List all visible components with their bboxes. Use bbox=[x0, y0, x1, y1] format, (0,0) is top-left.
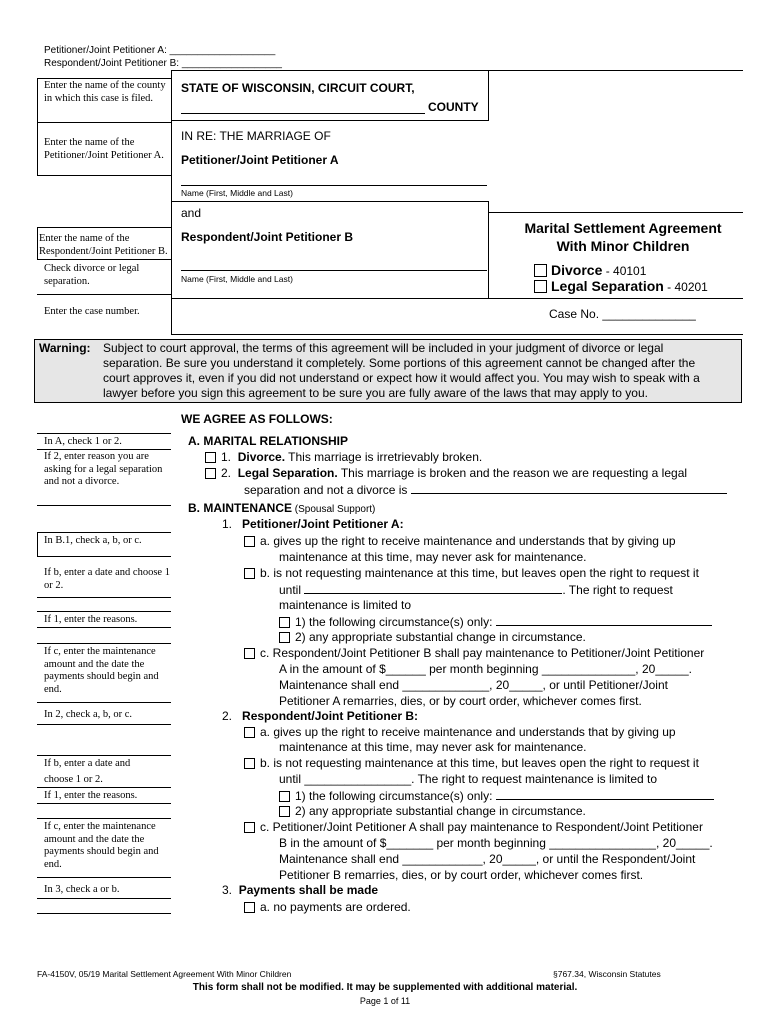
divider bbox=[37, 532, 38, 556]
b2b-checkbox[interactable] bbox=[244, 758, 255, 769]
section-a-text: A. MARITAL RELATIONSHIP bbox=[188, 434, 348, 448]
sidebar-reasons-note2: If 1, enter the reasons. bbox=[44, 790, 138, 801]
b2c-text3[interactable]: Maintenance shall end ____________, 20_____, or until the Respondent/Joint bbox=[279, 852, 696, 866]
case-number-field[interactable]: Case No. ______________ bbox=[549, 307, 696, 321]
divider bbox=[37, 597, 171, 598]
b2-num: 2. bbox=[222, 709, 233, 723]
divider bbox=[37, 294, 171, 295]
divider bbox=[37, 505, 171, 506]
b2a-text: a. gives up the right to receive maintenance and understands that by giving up bbox=[260, 725, 676, 739]
b1b-1-checkbox[interactable] bbox=[279, 617, 290, 628]
divider bbox=[37, 913, 171, 914]
b2-heading bbox=[222, 709, 418, 723]
divider bbox=[37, 877, 171, 878]
a1-num: 1. bbox=[221, 450, 232, 464]
footer-form-id: FA-4150V, 05/19 Marital Settlement Agreement With Minor Children bbox=[37, 969, 292, 979]
divider bbox=[37, 755, 171, 756]
form-title-line2: With Minor Children bbox=[556, 238, 690, 254]
a1-checkbox[interactable] bbox=[205, 452, 216, 463]
divider bbox=[37, 122, 171, 123]
a2-num: 2. bbox=[221, 466, 232, 480]
divider bbox=[37, 227, 171, 228]
sidebar-choose-note2: choose 1 or 2. bbox=[44, 774, 103, 785]
b3a-text: a. no payments are ordered. bbox=[260, 900, 411, 914]
b2b-1-option[interactable] bbox=[279, 788, 714, 803]
b1b-until: until bbox=[279, 583, 302, 597]
county-label: COUNTY bbox=[428, 100, 479, 114]
respondent-name-caption: Name (First, Middle and Last) bbox=[181, 274, 293, 284]
divider bbox=[37, 227, 38, 259]
sidebar-case-note: Enter the case number. bbox=[44, 306, 140, 317]
b1b-checkbox[interactable] bbox=[244, 568, 255, 579]
b1c-text: c. Respondent/Joint Petitioner B shall pay maintenance to Petitioner/Joint Petitioner bbox=[260, 646, 705, 660]
county-input-line[interactable] bbox=[181, 113, 425, 114]
divider bbox=[37, 803, 171, 804]
warning-text-line4: lawyer before you sign this agreement to be sure you are fully aware of the laws that may apply to you. bbox=[103, 386, 648, 400]
footer-notice: This form shall not be modified. It may be supplemented with additional material. bbox=[192, 982, 578, 993]
divider bbox=[37, 449, 171, 450]
divider bbox=[37, 627, 171, 628]
sidebar-border bbox=[37, 78, 38, 175]
b2b-2-text: 2) any appropriate substantial change in circumstance. bbox=[295, 804, 586, 818]
b1-heading bbox=[222, 517, 404, 531]
b2b-1-text: 1) the following circumstance(s) only: bbox=[295, 789, 493, 803]
sidebar-b-date-note: If b, enter a date and choose 1 or 2. bbox=[44, 567, 170, 591]
footer-statute: §767.34, Wisconsin Statutes bbox=[553, 969, 661, 979]
b2a-checkbox[interactable] bbox=[244, 727, 255, 738]
b2b-2-option[interactable] bbox=[279, 804, 586, 818]
b2b-text: b. is not requesting maintenance at this time, but leaves open the right to request it bbox=[260, 756, 699, 770]
legal-separation-checkbox[interactable] bbox=[534, 280, 547, 293]
a2-option[interactable] bbox=[205, 466, 687, 480]
warning-text-line3: court approves it, even if you did not understand or expect how it would affect you. You may wish to speak with a bbox=[103, 371, 700, 385]
agree-heading: WE AGREE AS FOLLOWS: bbox=[181, 412, 333, 426]
divider bbox=[171, 298, 743, 299]
header-left-border bbox=[171, 70, 172, 335]
in-re-label: IN RE: THE MARRIAGE OF bbox=[181, 129, 331, 143]
b2a-option[interactable] bbox=[244, 725, 676, 739]
warning-text-line2: separation. Be sure you understand it completely. Some portions of this agreement cannot be changed after the bbox=[103, 356, 696, 370]
b1c-text2[interactable]: A in the amount of $______ per month beginning ______________, 20_____. bbox=[279, 662, 693, 676]
respondent-label: Respondent/Joint Petitioner B bbox=[181, 230, 354, 244]
b1c-option[interactable] bbox=[244, 646, 704, 660]
b1b-text3: maintenance is limited to bbox=[279, 598, 412, 612]
header-top-border bbox=[171, 70, 743, 71]
sidebar-a-note: In A, check 1 or 2. bbox=[44, 436, 122, 447]
sidebar-b3-note: In 3, check a or b. bbox=[44, 884, 120, 895]
a2-text2: separation and not a divorce is bbox=[244, 483, 408, 497]
b1a-text: a. gives up the right to receive maintenance and understands that by giving up bbox=[260, 534, 676, 548]
b1b-right: . The right to request bbox=[562, 583, 673, 597]
a2-reason-input[interactable] bbox=[411, 482, 727, 494]
b3a-option[interactable] bbox=[244, 900, 411, 914]
petitioner-name-caption: Name (First, Middle and Last) bbox=[181, 188, 293, 198]
divorce-label: Divorce bbox=[551, 262, 603, 278]
b1b-text: b. is not requesting maintenance at this time, but leaves open the right to request it bbox=[260, 566, 699, 580]
divider bbox=[37, 818, 171, 819]
divorce-code: - 40101 bbox=[602, 264, 647, 278]
sidebar-b-date-note2: If b, enter a date and bbox=[44, 758, 131, 769]
b1-label: Petitioner/Joint Petitioner A: bbox=[242, 517, 404, 531]
divider bbox=[37, 643, 171, 644]
a2-text: This marriage is broken and the reason we are requesting a legal bbox=[337, 466, 688, 480]
b2-label: Respondent/Joint Petitioner B: bbox=[242, 709, 419, 723]
b2c-text2[interactable]: B in the amount of $_______ per month beginning ________________, 20_____. bbox=[279, 836, 713, 850]
b1a-checkbox[interactable] bbox=[244, 536, 255, 547]
sidebar-reasons-note: If 1, enter the reasons. bbox=[44, 614, 138, 625]
b3-num: 3. bbox=[222, 883, 233, 897]
a2-bold: Legal Separation. bbox=[237, 466, 338, 480]
sidebar-b1-note: In B.1, check a, b, or c. bbox=[44, 535, 142, 546]
b2c-option[interactable] bbox=[244, 820, 703, 834]
legal-separation-label: Legal Separation bbox=[551, 278, 664, 294]
divider bbox=[37, 556, 171, 557]
b2b-option[interactable] bbox=[244, 756, 699, 770]
b1c-text3[interactable]: Maintenance shall end _____________, 20_____, or until Petitioner/Joint bbox=[279, 678, 668, 692]
section-a-heading bbox=[188, 434, 348, 448]
sidebar-petitioner-note: Enter the name of the Petitioner/Joint Petitioner A. bbox=[44, 137, 164, 161]
b1b-1-text: 1) the following circumstance(s) only: bbox=[295, 615, 493, 629]
legal-separation-code: - 40201 bbox=[663, 280, 708, 294]
footer-page: Page 1 of 11 bbox=[359, 996, 411, 1006]
sidebar-reason-note: If 2, enter reason you are asking for a legal separation and not a divorce. bbox=[44, 451, 163, 487]
b1b-2-text: 2) any appropriate substantial change in circumstance. bbox=[295, 630, 586, 644]
a2-reason-line[interactable] bbox=[244, 482, 727, 497]
b2b-text2[interactable]: until ________________. The right to request maintenance is limited to bbox=[279, 772, 658, 786]
b2b-2-checkbox[interactable] bbox=[279, 806, 290, 817]
top-petitioner-a: Petitioner/Joint Petitioner A: ___________________ bbox=[44, 45, 276, 56]
b3-label: Payments shall be made bbox=[238, 883, 379, 897]
divider bbox=[37, 611, 171, 612]
divider bbox=[37, 532, 171, 533]
a1-bold: Divorce. bbox=[237, 450, 286, 464]
sidebar-c-note: If c, enter the maintenance amount and the date the payments should begin and end. bbox=[44, 646, 159, 695]
a2-checkbox[interactable] bbox=[205, 468, 216, 479]
a1-text: This marriage is irretrievably broken. bbox=[285, 450, 483, 464]
sidebar-b2-note: In 2, check a, b, or c. bbox=[44, 709, 133, 720]
divider bbox=[488, 212, 743, 213]
petitioner-label: Petitioner/Joint Petitioner A bbox=[181, 153, 339, 167]
b1b-2-checkbox[interactable] bbox=[279, 632, 290, 643]
b1-num: 1. bbox=[222, 517, 233, 531]
section-b-sub: (Spousal Support) bbox=[292, 504, 376, 515]
divider bbox=[37, 724, 171, 725]
top-respondent-b: Respondent/Joint Petitioner B: __________________ bbox=[44, 58, 282, 69]
b2c-text: c. Petitioner/Joint Petitioner A shall pay maintenance to Respondent/Joint Petitioner bbox=[260, 820, 703, 834]
b3-heading bbox=[222, 883, 378, 897]
divider bbox=[171, 120, 489, 121]
b3a-checkbox[interactable] bbox=[244, 902, 255, 913]
divider bbox=[171, 201, 489, 202]
section-b-heading bbox=[188, 501, 375, 515]
a1-option[interactable] bbox=[205, 450, 482, 464]
b1b-option[interactable] bbox=[244, 566, 699, 580]
divorce-checkbox[interactable] bbox=[534, 264, 547, 277]
divider bbox=[488, 70, 489, 120]
divorce-option[interactable] bbox=[534, 262, 646, 278]
b1b-circumstance-input[interactable] bbox=[496, 614, 712, 626]
b2a-text2: maintenance at this time, may never ask for maintenance. bbox=[279, 740, 587, 754]
form-title-line1: Marital Settlement Agreement bbox=[524, 220, 722, 236]
divider bbox=[37, 175, 171, 176]
b2b-1-checkbox[interactable] bbox=[279, 791, 290, 802]
divider bbox=[37, 898, 171, 899]
b1a-text2: maintenance at this time, may never ask for maintenance. bbox=[279, 550, 587, 564]
and-label: and bbox=[181, 206, 202, 220]
divider bbox=[37, 78, 171, 79]
b1c-checkbox[interactable] bbox=[244, 648, 255, 659]
divider bbox=[37, 702, 171, 703]
court-heading: STATE OF WISCONSIN, CIRCUIT COURT, bbox=[181, 81, 415, 95]
sidebar-c-note2: If c, enter the maintenance amount and the date the payments should begin and end. bbox=[44, 821, 159, 870]
sidebar-respondent-note: Enter the name of the Respondent/Joint Petitioner B. bbox=[39, 233, 168, 257]
sidebar-county-note: Enter the name of the county in which this case is filed. bbox=[44, 80, 166, 104]
sidebar-check-note: Check divorce or legal separation. bbox=[44, 263, 140, 287]
b2b-circumstance-input[interactable] bbox=[496, 788, 714, 800]
warning-text-line1: Subject to court approval, the terms of this agreement will be included in your judgment of divorce or legal bbox=[103, 341, 664, 355]
b1a-option[interactable] bbox=[244, 534, 676, 548]
respondent-name-line[interactable] bbox=[181, 270, 487, 271]
b1b-until-input[interactable] bbox=[304, 582, 562, 594]
b1b-1-option[interactable] bbox=[279, 614, 712, 629]
divider bbox=[37, 433, 171, 434]
warning-label: Warning: bbox=[39, 341, 91, 355]
b2c-text4: Petitioner B remarries, dies, or by court order, whichever comes first. bbox=[279, 868, 644, 882]
b2c-checkbox[interactable] bbox=[244, 822, 255, 833]
b1b-until-line[interactable] bbox=[279, 582, 673, 597]
divider bbox=[37, 787, 171, 788]
divider bbox=[171, 334, 743, 335]
b1b-2-option[interactable] bbox=[279, 630, 586, 644]
divider bbox=[37, 259, 171, 260]
legal-separation-option[interactable] bbox=[534, 278, 708, 294]
petitioner-name-line[interactable] bbox=[181, 185, 487, 186]
b1c-text4: Petitioner A remarries, dies, or by court order, whichever comes first. bbox=[279, 694, 642, 708]
section-b-text: B. MAINTENANCE bbox=[188, 501, 292, 515]
